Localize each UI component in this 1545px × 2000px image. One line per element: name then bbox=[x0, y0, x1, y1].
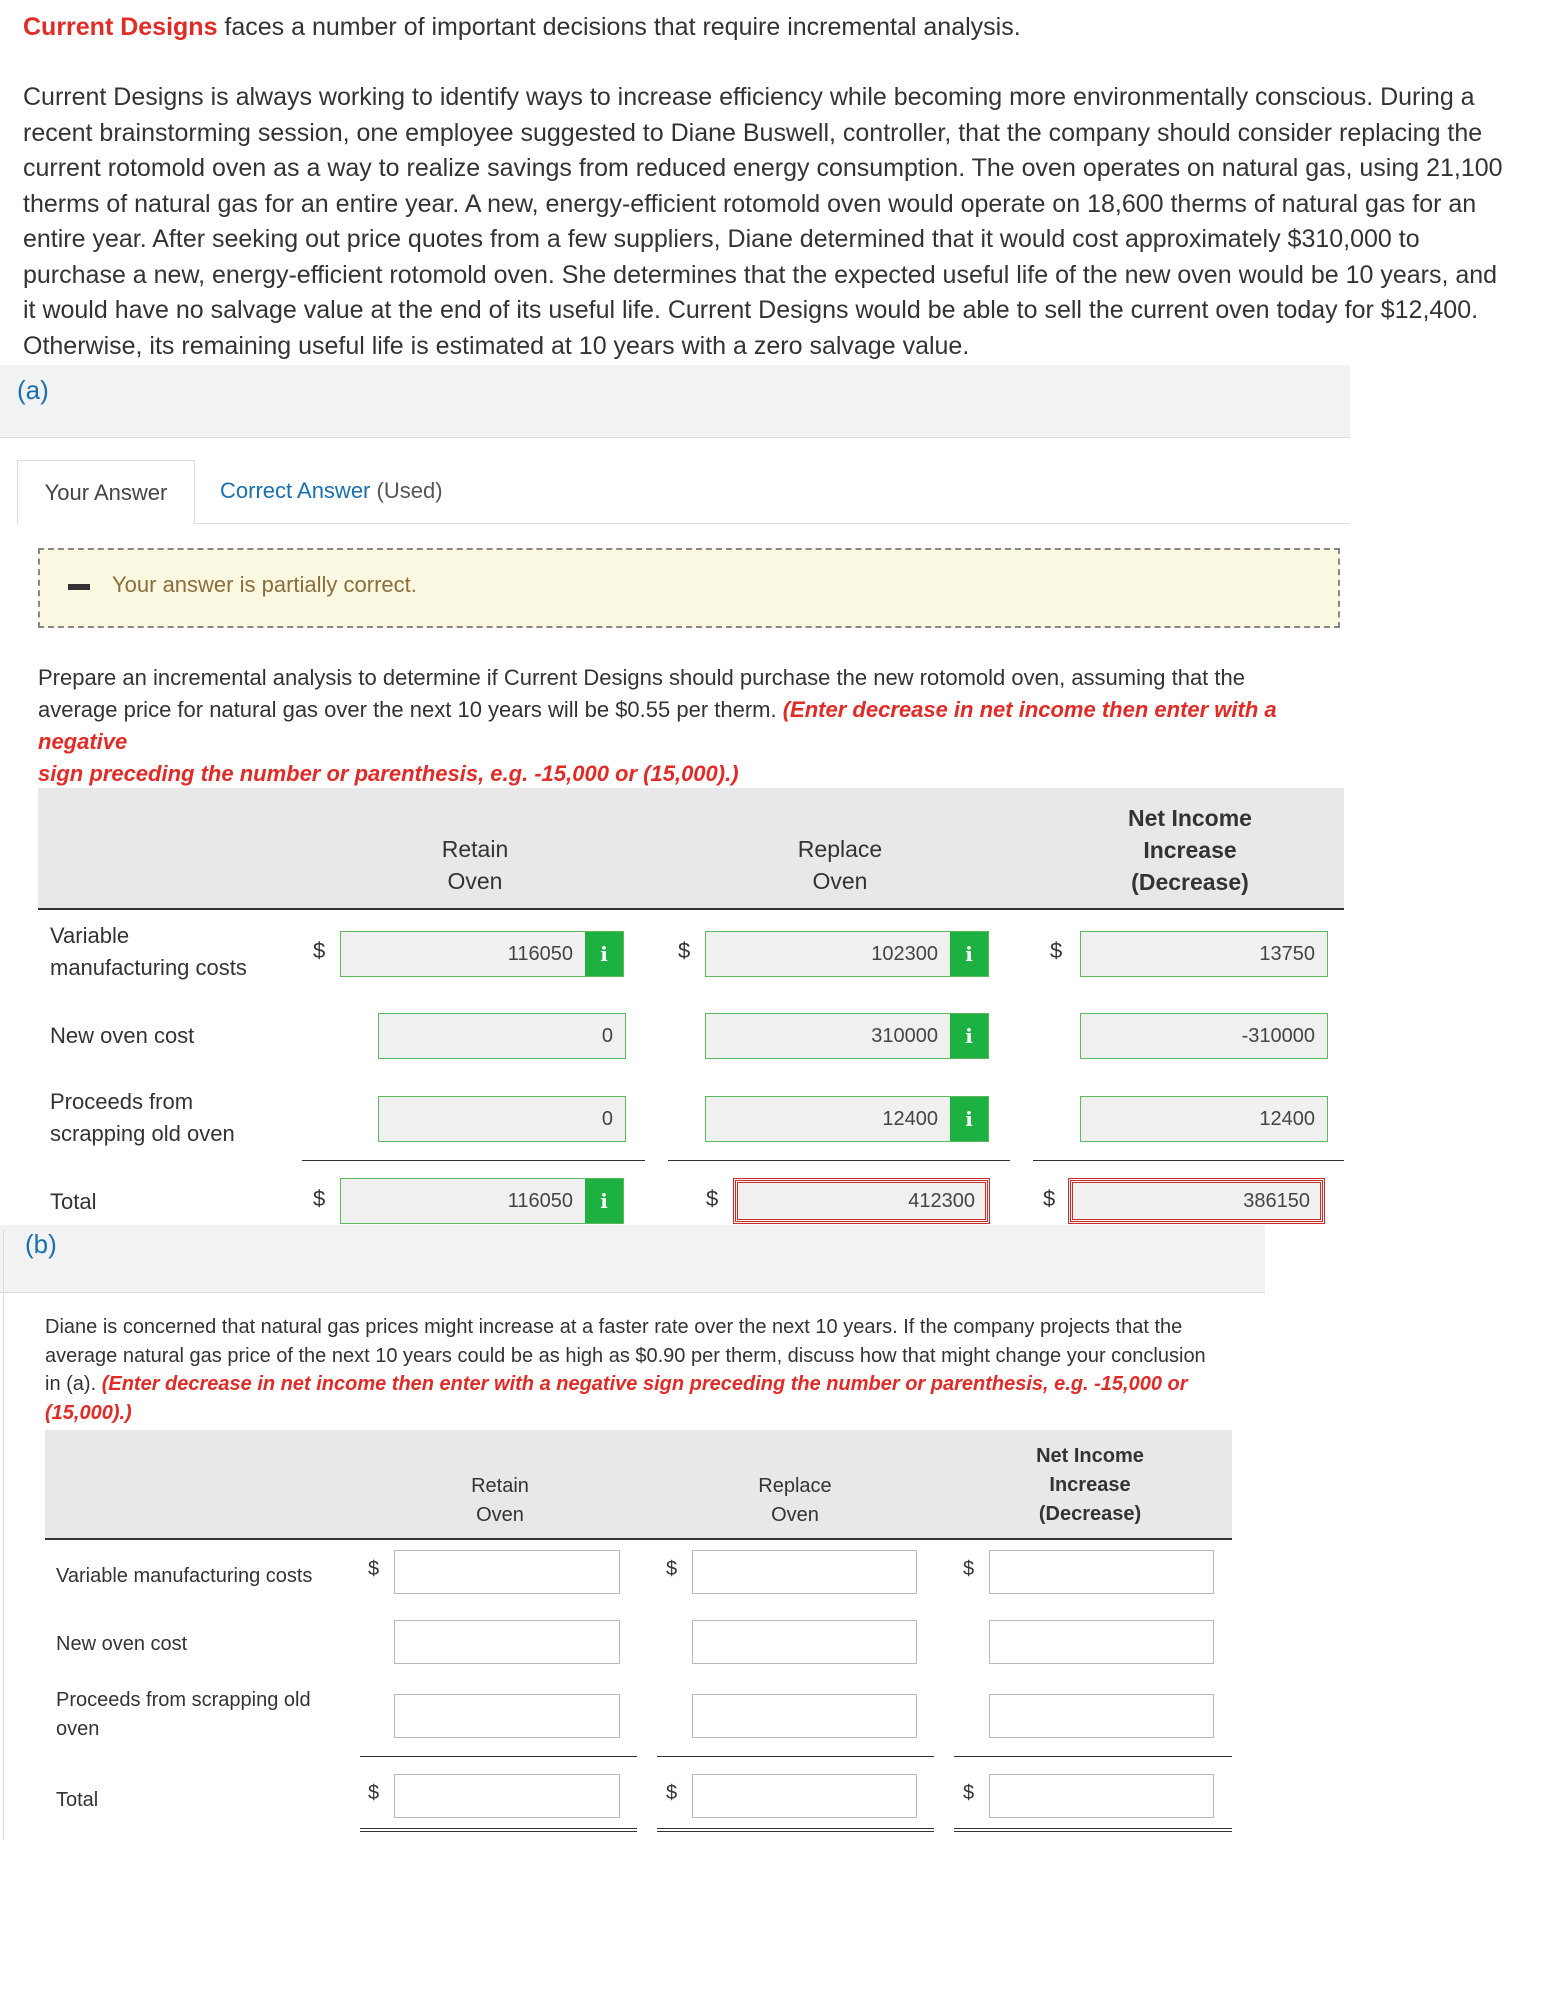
sum-line bbox=[668, 1160, 1010, 1161]
dollar-sign: $ bbox=[368, 1558, 380, 1580]
dollar-sign: $ bbox=[368, 1782, 380, 1804]
col-header-line: Replace bbox=[797, 836, 883, 862]
b-variable-retain-input[interactable] bbox=[394, 1550, 620, 1594]
tab-correct-answer-link[interactable]: Correct Answer bbox=[220, 478, 371, 503]
intro-line bbox=[23, 10, 1021, 45]
b-proceeds-net-input[interactable] bbox=[989, 1694, 1214, 1738]
row-label-line: oven bbox=[56, 1718, 100, 1740]
b-new-oven-retain-input[interactable] bbox=[394, 1620, 620, 1664]
row-label-variable bbox=[50, 920, 247, 984]
b-row-label-variable: Variable manufacturing costs bbox=[56, 1565, 313, 1587]
dollar-sign: $ bbox=[666, 1782, 678, 1804]
feedback-text: Your answer is partially correct. bbox=[112, 572, 417, 597]
a-total-retain-input[interactable] bbox=[340, 1178, 624, 1224]
scenario-line: Otherwise, its remaining useful life is estimated at 10 years with a zero salvage value. bbox=[23, 331, 970, 360]
b-total-replace-input[interactable] bbox=[692, 1774, 917, 1818]
col-header-line: (Decrease) bbox=[1131, 869, 1249, 895]
intro-text: faces a number of important decisions that require incremental analysis. bbox=[217, 13, 1021, 41]
input-value: 116050 bbox=[507, 942, 573, 965]
col-header-net bbox=[1050, 802, 1330, 898]
row-label-line: Proceeds from bbox=[50, 1089, 194, 1114]
scenario-line: Current Designs is always working to identify ways to increase efficiency while becoming more environmentally conscious. During a bbox=[23, 83, 1475, 111]
b-new-oven-replace-input[interactable] bbox=[692, 1620, 917, 1664]
b-proceeds-replace-input[interactable] bbox=[692, 1694, 917, 1738]
a-total-replace-input[interactable]: 412300 bbox=[733, 1178, 990, 1224]
a-variable-replace-input[interactable] bbox=[705, 931, 989, 977]
b-variable-replace-input[interactable] bbox=[692, 1550, 917, 1594]
scenario-line: purchase a new, energy-efficient rotomold oven. She determines that the expected useful life of the new oven would be 10 years, and bbox=[23, 260, 1498, 289]
partial-correct-icon bbox=[68, 584, 90, 590]
feedback-banner bbox=[38, 548, 1340, 628]
col-header-line: Net Income bbox=[1128, 805, 1252, 831]
dollar-sign: $ bbox=[678, 938, 691, 963]
b-total-net-input[interactable] bbox=[989, 1774, 1214, 1818]
col-header-line: Oven bbox=[447, 868, 503, 894]
scenario-line: recent brainstorming session, one employee suggested to Diane Buswell, controller, that the company should consider replacing the bbox=[23, 118, 1483, 147]
scenario-line: it would have no salvage value at the end of its useful life. Current Designs would be able to sell the current oven today for $12,400. bbox=[23, 296, 1479, 324]
col-header-line: Oven bbox=[812, 868, 868, 894]
row-label-total: Total bbox=[50, 1189, 97, 1214]
instruction-line: Diane is concerned that natural gas prices might increase at a faster rate over the next 10 years. If the company projects that the bbox=[45, 1316, 1183, 1338]
b-col-header-net bbox=[985, 1442, 1195, 1529]
instruction-note: sign preceding the number or parenthesis, e.g. -15,000 or (15,000).) bbox=[38, 761, 739, 786]
input-value: 310000 bbox=[871, 1024, 938, 1047]
dollar-sign: $ bbox=[706, 1186, 719, 1211]
sum-line bbox=[302, 1160, 645, 1161]
instruction-note: (Enter decrease in net income then enter with a negative sign preceding the number or parenthesis, e.g. -15,000 or (15,000).) bbox=[45, 1373, 1188, 1424]
instruction-line: in (a). bbox=[45, 1373, 102, 1395]
tab-your-answer[interactable]: Your Answer bbox=[17, 460, 195, 524]
part-b-instruction bbox=[45, 1313, 1265, 1427]
scenario-line: entire year. After seeking out price quotes from a few suppliers, Diane determined that it would cost approximately $310,000 to bbox=[23, 225, 1420, 253]
sum-line bbox=[954, 1756, 1232, 1757]
a-proceeds-replace-input[interactable] bbox=[705, 1096, 989, 1142]
a-new-oven-replace-input[interactable] bbox=[705, 1013, 989, 1059]
left-border bbox=[3, 1230, 4, 1840]
col-header-line: Oven bbox=[771, 1504, 819, 1526]
total-underline bbox=[657, 1828, 934, 1832]
b-total-retain-input[interactable] bbox=[394, 1774, 620, 1818]
input-value: 116050 bbox=[507, 1189, 573, 1212]
scenario-line: therms of natural gas for an entire year. A new, energy-efficient rotomold oven would operate on 18,600 therms of natural gas for an bbox=[23, 189, 1477, 218]
instruction-line: Prepare an incremental analysis to determine if Current Designs should purchase the new rotomold oven, assuming that the bbox=[38, 665, 1245, 690]
b-col-header-retain bbox=[395, 1472, 605, 1530]
col-header-line: Net Income bbox=[1036, 1445, 1144, 1467]
col-header-line: Increase bbox=[1143, 837, 1237, 863]
part-a-instruction bbox=[38, 662, 1348, 790]
scenario-line: current rotomold oven as a way to realize savings from reduced energy consumption. The oven operates on natural gas, using 21,100 bbox=[23, 154, 1503, 182]
instruction-note: (Enter decrease in net income then enter with a negative bbox=[38, 697, 1277, 754]
a-new-oven-retain-input[interactable]: 0 bbox=[378, 1013, 626, 1059]
b-row-label-total: Total bbox=[56, 1789, 99, 1811]
scenario-paragraph bbox=[23, 80, 1523, 364]
row-label-proceeds bbox=[50, 1086, 235, 1150]
sum-line bbox=[1033, 1160, 1344, 1161]
info-icon[interactable]: i bbox=[585, 1179, 623, 1223]
row-label-line: Proceeds from scrapping old bbox=[56, 1689, 311, 1711]
a-total-net-input[interactable]: 386150 bbox=[1068, 1178, 1325, 1224]
b-variable-net-input[interactable] bbox=[989, 1550, 1214, 1594]
total-underline bbox=[954, 1828, 1232, 1832]
info-icon[interactable]: i bbox=[950, 1014, 988, 1058]
sum-line bbox=[657, 1756, 934, 1757]
part-a-label: (a) bbox=[17, 375, 49, 405]
input-value: 12400 bbox=[882, 1107, 938, 1130]
info-icon[interactable]: i bbox=[950, 932, 988, 976]
dollar-sign: $ bbox=[1043, 1186, 1056, 1211]
b-new-oven-net-input[interactable] bbox=[989, 1620, 1214, 1664]
b-proceeds-retain-input[interactable] bbox=[394, 1694, 620, 1738]
row-label-new-oven: New oven cost bbox=[50, 1023, 195, 1048]
col-header-line: Replace bbox=[758, 1475, 832, 1497]
b-row-label-proceeds bbox=[56, 1686, 311, 1744]
instruction-line: average natural gas price of the next 10 years could be as high as $0.90 per therm, discuss how that might change your conclusion bbox=[45, 1344, 1206, 1367]
dollar-sign: $ bbox=[666, 1558, 678, 1580]
col-header-replace bbox=[700, 833, 980, 897]
dollar-sign: $ bbox=[963, 1558, 975, 1580]
part-a-header bbox=[0, 365, 1350, 438]
input-value: 102300 bbox=[871, 942, 938, 965]
col-header-retain bbox=[340, 833, 610, 897]
row-label-line: Variable bbox=[50, 923, 130, 948]
a-proceeds-retain-input[interactable]: 0 bbox=[378, 1096, 626, 1142]
a-new-oven-net-input[interactable]: -310000 bbox=[1080, 1013, 1328, 1059]
col-header-line: Increase bbox=[1049, 1474, 1131, 1496]
tab-divider bbox=[195, 523, 1350, 524]
part-b-header bbox=[0, 1225, 1265, 1293]
b-row-label-new-oven: New oven cost bbox=[56, 1633, 188, 1655]
instruction-line: average price for natural gas over the next 10 years will be $0.55 per therm. bbox=[38, 697, 783, 722]
a-proceeds-net-input[interactable]: 12400 bbox=[1080, 1096, 1328, 1142]
tab-correct-answer[interactable] bbox=[220, 478, 443, 504]
info-icon[interactable]: i bbox=[585, 932, 623, 976]
dollar-sign: $ bbox=[1050, 938, 1063, 963]
sum-line bbox=[360, 1756, 637, 1757]
total-underline bbox=[360, 1828, 637, 1832]
company-name: Current Designs bbox=[23, 13, 218, 41]
col-header-line: Oven bbox=[476, 1504, 524, 1526]
dollar-sign: $ bbox=[963, 1782, 975, 1804]
info-icon[interactable]: i bbox=[950, 1097, 988, 1141]
col-header-line: (Decrease) bbox=[1038, 1503, 1142, 1525]
row-label-line: scrapping old oven bbox=[50, 1121, 235, 1146]
tab-used-label: (Used) bbox=[370, 478, 443, 503]
dollar-sign: $ bbox=[313, 938, 326, 963]
col-header-line: Retain bbox=[441, 836, 509, 862]
a-variable-retain-input[interactable] bbox=[340, 931, 624, 977]
a-variable-net-input[interactable]: 13750 bbox=[1080, 931, 1328, 977]
b-col-header-replace bbox=[690, 1472, 900, 1530]
part-b-label: (b) bbox=[25, 1229, 57, 1259]
row-label-line: manufacturing costs bbox=[50, 955, 247, 980]
dollar-sign: $ bbox=[313, 1186, 326, 1211]
col-header-line: Retain bbox=[471, 1475, 529, 1497]
